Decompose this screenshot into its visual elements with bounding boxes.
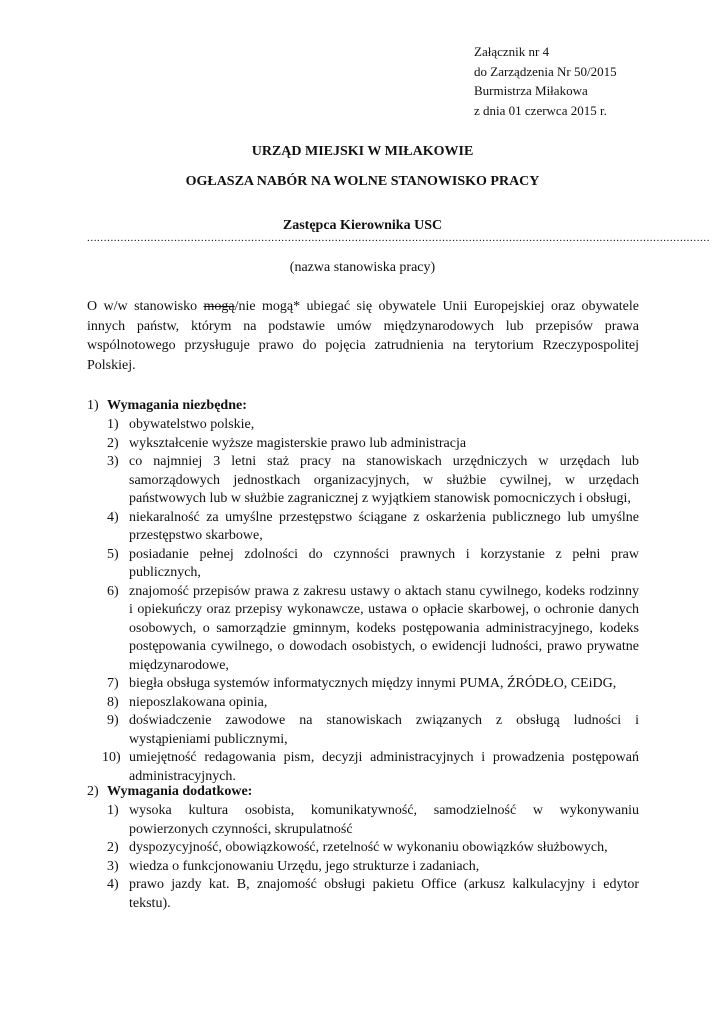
list-item xyxy=(87,675,639,694)
list-item xyxy=(87,839,639,858)
eligibility-paragraph xyxy=(87,297,639,375)
item-text: umiejętność redagowania pism, decyzji administracyjnych i prowadzenia postępowań administracyjnych. xyxy=(129,750,639,784)
item-text: nieposzlakowana opinia, xyxy=(129,694,268,710)
intro-text: O w/w stanowisko xyxy=(87,299,204,314)
position-title: Zastępca Kierownika USC xyxy=(282,218,443,233)
item-text: obywatelstwo polskie, xyxy=(129,417,255,432)
list-item xyxy=(87,712,639,749)
annex-line: Załącznik nr 4 xyxy=(474,44,550,59)
item-number: 3) xyxy=(107,454,119,469)
additional-list xyxy=(87,802,647,913)
item-number: 7) xyxy=(107,676,119,691)
item-number: 4) xyxy=(107,877,119,892)
office-heading: URZĄD MIEJSKI W MIŁAKOWIE xyxy=(251,144,474,159)
list-item xyxy=(87,583,639,676)
annex-line: Burmistrza Miłakowa xyxy=(474,83,588,98)
list-item xyxy=(87,802,639,839)
dotted-line: .......................................................................................................................................................................................... xyxy=(87,232,711,244)
section-title: Wymagania niezbędne: xyxy=(107,398,247,413)
section-heading xyxy=(87,396,647,416)
item-number: 10) xyxy=(102,750,121,765)
item-number: 9) xyxy=(107,713,119,728)
item-number: 2) xyxy=(107,840,119,855)
list-item xyxy=(87,435,639,454)
list-item xyxy=(87,509,639,546)
item-number: 4) xyxy=(107,509,119,525)
required-section xyxy=(87,396,647,786)
item-text: biegła obsługa systemów informatycznych między innymi PUMA, ŹRÓDŁO, CEiDG, xyxy=(129,676,617,691)
list-item xyxy=(87,876,639,913)
item-number: 1) xyxy=(107,803,119,818)
position-caption: (nazwa stanowiska pracy) xyxy=(289,260,436,275)
list-item xyxy=(87,416,639,435)
section-number: 1) xyxy=(87,398,99,413)
list-item xyxy=(87,546,639,583)
list-item xyxy=(87,749,639,786)
section-title: Wymagania dodatkowe: xyxy=(107,784,253,799)
struck-word: mogą xyxy=(203,299,235,314)
intro-text-rest: /nie mogą* ubiegać się obywatele Unii Europejskiej oraz obywatele innych państw, którym na podstawie umów międzynarodowych lub przepisów prawa wspólnotowego przysługuje prawo do pojęcia zatrudnienia na terytorium Rzeczypospolitej Polskiej. xyxy=(87,299,639,373)
item-number: 6) xyxy=(107,583,119,599)
additional-section xyxy=(87,782,647,913)
item-number: 8) xyxy=(107,694,119,710)
required-list xyxy=(87,416,647,786)
list-item xyxy=(87,858,639,877)
item-number: 5) xyxy=(107,546,119,562)
annex-line: do Zarządzenia Nr 50/2015 xyxy=(474,63,617,79)
annex-line: z dnia 01 czerwca 2015 r. xyxy=(474,102,607,118)
item-text: posiadanie pełnej zdolności do czynności prawnych i korzystanie z pełni praw publicznych, xyxy=(129,546,639,580)
item-text: wiedza o funkcjonowaniu Urzędu, jego strukturze i zadaniach, xyxy=(129,858,480,874)
item-text: dyspozycyjność, obowiązkowość, rzetelność w wykonaniu obowiązków służbowych, xyxy=(129,840,608,855)
item-text: co najmniej 3 letni staż pracy na stanowiskach urzędniczych w urzędach lub samorządowych jednostkach organizacyjnych, w służbie cywilnej, w urzędach państwowych lub w służbie zagranicznej z wyjątkiem stanowisk pomocniczych i obsługi, xyxy=(129,454,639,506)
item-text: doświadczenie zawodowe na stanowiskach związanych z obsługą ludności i wystąpieniami publicznymi, xyxy=(129,713,639,747)
section-heading xyxy=(87,782,647,802)
list-item xyxy=(87,453,639,509)
annex-reference xyxy=(474,42,617,120)
item-number: 2) xyxy=(107,435,119,451)
item-text: niekaralność za umyślne przestępstwo ściągane z oskarżenia publicznego lub umyślne przestępstwo skarbowe, xyxy=(129,509,639,543)
item-number: 1) xyxy=(107,417,119,432)
list-item xyxy=(87,694,639,713)
item-number: 3) xyxy=(107,858,119,874)
item-text: znajomość przepisów prawa z zakresu ustawy o aktach stanu cywilnego, kodeks rodzinny i opiekuńczy oraz przepisy wykonawcze, ustawa o opłacie skarbowej, o ochronie danych osobowych, o samorządzie gminnym, kodeks postępowania administracyjnego, kodeks postępowania cywilnego, o dowodach osobistych, o ewidencji ludności, prawo prywatne międzynarodowe, xyxy=(129,583,639,673)
item-text: wysoka kultura osobista, komunikatywność, samodzielność w wykonywaniu powierzonych czynności, skrupulatność xyxy=(129,803,639,837)
announcement-heading: OGŁASZA NABÓR NA WOLNE STANOWISKO PRACY xyxy=(185,174,540,189)
item-text: wykształcenie wyższe magisterskie prawo lub administracja xyxy=(129,435,467,451)
item-text: prawo jazdy kat. B, znajomość obsługi pakietu Office (arkusz kalkulacyjny i edytor tekstu). xyxy=(129,877,639,911)
section-number: 2) xyxy=(87,784,99,799)
